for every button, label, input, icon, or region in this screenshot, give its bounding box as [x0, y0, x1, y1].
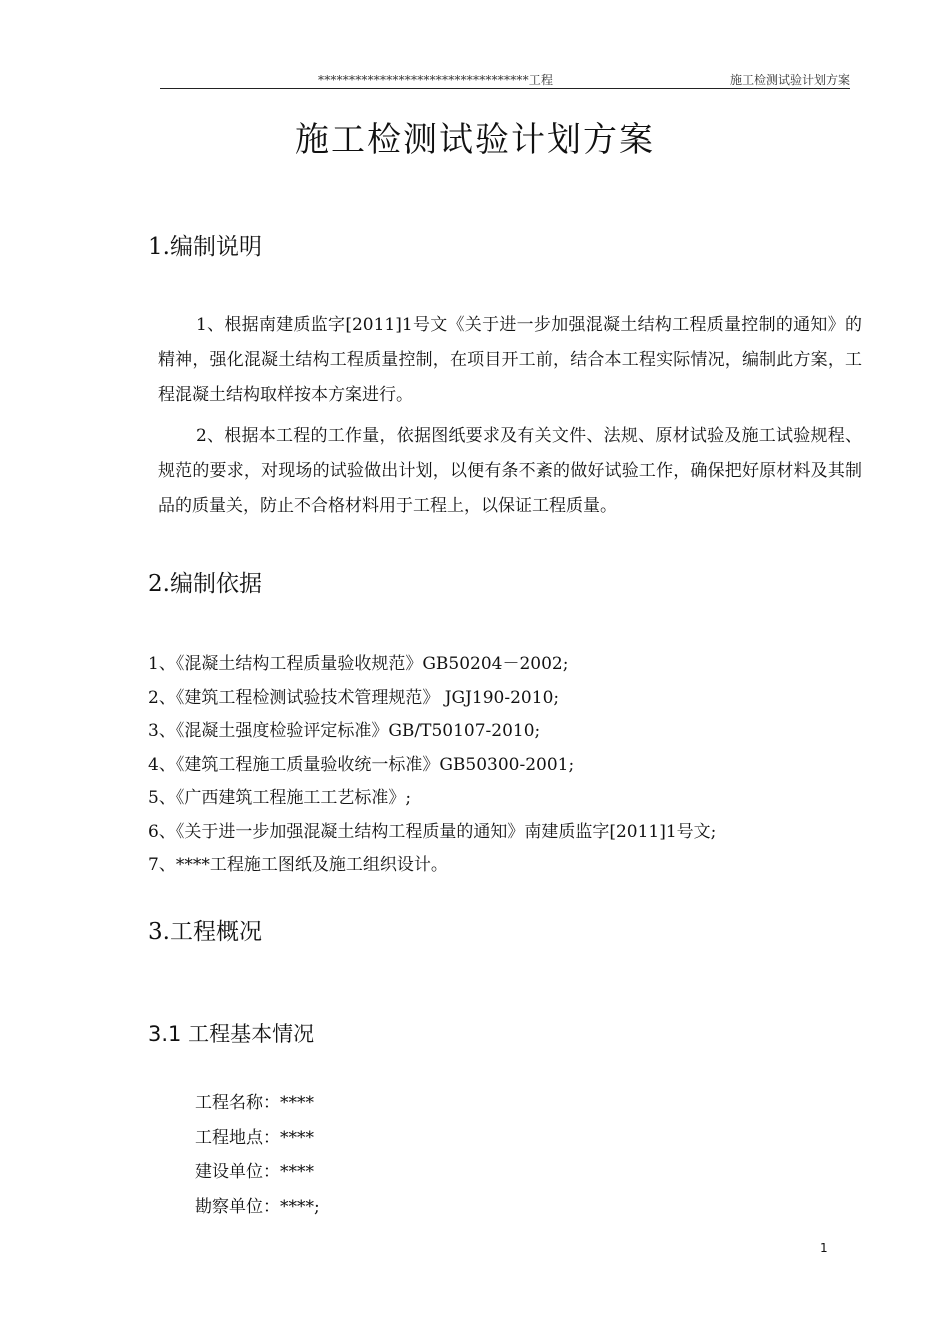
section-heading-3: 3.工程概况 — [148, 919, 262, 945]
list-item: 7、****工程施工图纸及施工组织设计。 — [148, 855, 448, 875]
page-number: 1 — [820, 1241, 828, 1255]
project-info-list — [195, 1086, 320, 1224]
list-item: 4、《建筑工程施工质量验收统一标准》GB50300-2001; — [148, 754, 575, 775]
list-item: 2、《建筑工程检测试验技术管理规范》 JGJ190-2010; — [148, 687, 560, 708]
header-document-name: 施工检测试验计划方案 — [729, 73, 850, 87]
reference-list — [148, 648, 716, 883]
list-item: 工程地点：**** — [195, 1127, 314, 1148]
list-item: 5、《广西建筑工程施工工艺标准》; — [148, 788, 412, 808]
header-project-name: **********************************工程 — [318, 73, 554, 87]
list-item: 6、《关于进一步加强混凝土结构工程质量的通知》南建质监字[2011]1号文; — [148, 821, 717, 842]
list-item: 3、《混凝土强度检验评定标准》GB/T50107-2010; — [148, 721, 541, 741]
section-heading-1: 1.编制说明 — [148, 234, 262, 260]
document-title: 施工检测试验计划方案 — [295, 120, 655, 160]
list-item: 工程名称：**** — [195, 1093, 314, 1113]
section-1-paragraph-2: 2、根据本工程的工作量，依据图纸要求及有关文件、法规、原材试验及施工试验规程、规范的要求，对现场的试验做出计划，以便有条不紊的做好试验工作，确保把好原材料及其制品的质量关，防止不合格材料用于工程上，以保证工程质量。 — [158, 426, 862, 516]
list-item: 1、《混凝土结构工程质量验收规范》GB50204－2002; — [148, 654, 569, 674]
subsection-heading-3-1: 3.1 工程基本情况 — [148, 1022, 315, 1046]
running-header — [160, 70, 850, 89]
list-item: 勘察单位：****; — [195, 1196, 320, 1217]
section-heading-2: 2.编制依据 — [148, 571, 262, 597]
list-item: 建设单位：**** — [195, 1162, 314, 1182]
section-1-paragraph-1: 1、根据南建质监字[2011]1号文《关于进一步加强混凝土结构工程质量控制的通知》的精神，强化混凝土结构工程质量控制，在项目开工前，结合本工程实际情况，编制此方案，工程混凝土结构取样按本方案进行。 — [158, 315, 862, 405]
